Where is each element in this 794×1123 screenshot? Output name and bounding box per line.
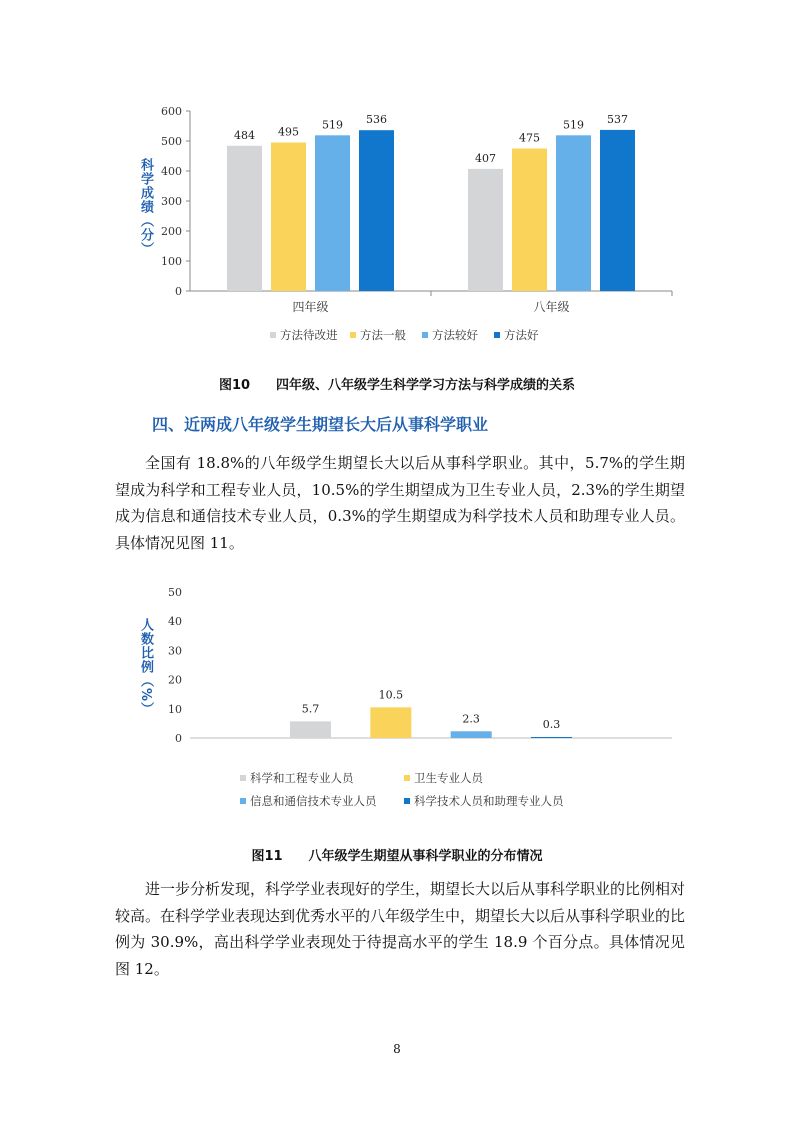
paragraph-2: 进一步分析发现，科学学业表现好的学生，期望长大以后从事科学职业的比例相对较高。在科学学业表现达到优秀水平的八年级学生中，期望长大以后从事科学职业的比例为 30.9%，高出科学学业表现处于待提高水平的学生 18.9 个百分点。具体情况见图 12。 (115, 880, 686, 978)
legend-label: 信息和通信技术专业人员 (250, 794, 377, 808)
figure11-number: 图11 (251, 849, 283, 864)
bar-data-label: 5.7 (301, 702, 320, 716)
y-tick-label: 100 (161, 255, 182, 268)
legend-swatch (404, 775, 410, 781)
legend-label: 方法好 (504, 328, 539, 342)
section-heading: 四、近两成八年级学生期望长大后从事科学职业 (152, 415, 489, 434)
legend-item (404, 793, 564, 809)
figure11-title: 八年级学生期望从事科学职业的分布情况 (308, 849, 543, 864)
figure10-y-axis-title: 科学成绩（分） (138, 158, 153, 256)
legend-item (240, 793, 377, 809)
legend-label: 方法较好 (432, 328, 478, 342)
y-tick-label: 30 (168, 644, 182, 658)
y-tick-label: 10 (168, 702, 182, 716)
legend-label: 方法待改进 (280, 328, 338, 342)
bar-data-label: 536 (366, 113, 387, 127)
legend-swatch (404, 798, 410, 804)
legend-label: 科学技术人员和助理专业人员 (414, 794, 564, 808)
legend-label: 科学和工程专业人员 (250, 771, 354, 785)
y-tick-label: 0 (175, 285, 182, 298)
legend-label: 方法一般 (360, 328, 406, 342)
x-category-label: 八年级 (533, 300, 570, 314)
y-tick-label: 40 (168, 615, 182, 629)
bar-data-label: 475 (519, 131, 540, 145)
bar (370, 707, 411, 738)
bar-data-label: 2.3 (462, 712, 480, 726)
x-category-label: 四年级 (292, 300, 329, 314)
bar-data-label: 484 (234, 128, 255, 142)
bar-data-label: 10.5 (378, 688, 404, 702)
figure11-y-axis-title: 人数比例（%） (138, 618, 153, 717)
y-tick-label: 50 (168, 586, 182, 599)
bar-data-label: 495 (278, 125, 299, 139)
y-tick-label: 20 (168, 673, 182, 687)
legend-item (404, 770, 483, 786)
bar-data-label: 407 (475, 151, 496, 165)
y-tick-label: 300 (161, 195, 182, 208)
figure10-number: 图10 (218, 378, 251, 393)
paragraph-1: 全国有 18.8%的八年级学生期望长大以后从事科学职业。其中，5.7%的学生期望成为科学和工程专业人员，10.5%的学生期望成为卫生专业人员，2.3%的学生期望成为信息和通信技术专业人员，0.3%的学生期望成为科学技术人员和助理专业人员。具体情况见图 11。 (115, 454, 685, 552)
figure10-title: 四年级、八年级学生科学学习方法与科学成绩的关系 (276, 378, 576, 393)
bar-data-label: 0.3 (542, 718, 561, 731)
bar (290, 721, 331, 738)
y-tick-label: 200 (161, 225, 182, 238)
page-number: 8 (393, 1042, 401, 1056)
legend-label: 卫生专业人员 (414, 771, 483, 785)
legend-swatch (240, 798, 246, 804)
y-tick-label: 600 (161, 105, 182, 118)
y-tick-label: 400 (161, 165, 182, 178)
bar-data-label: 519 (322, 118, 343, 132)
legend-item (240, 770, 354, 786)
bar-data-label: 537 (607, 112, 628, 126)
bar (531, 737, 572, 738)
legend-swatch (240, 775, 246, 781)
bar-data-label: 519 (563, 118, 584, 132)
y-tick-label: 500 (161, 135, 182, 148)
y-tick-label: 0 (175, 732, 182, 745)
figure11-caption (0, 845, 794, 864)
bar (451, 731, 492, 738)
